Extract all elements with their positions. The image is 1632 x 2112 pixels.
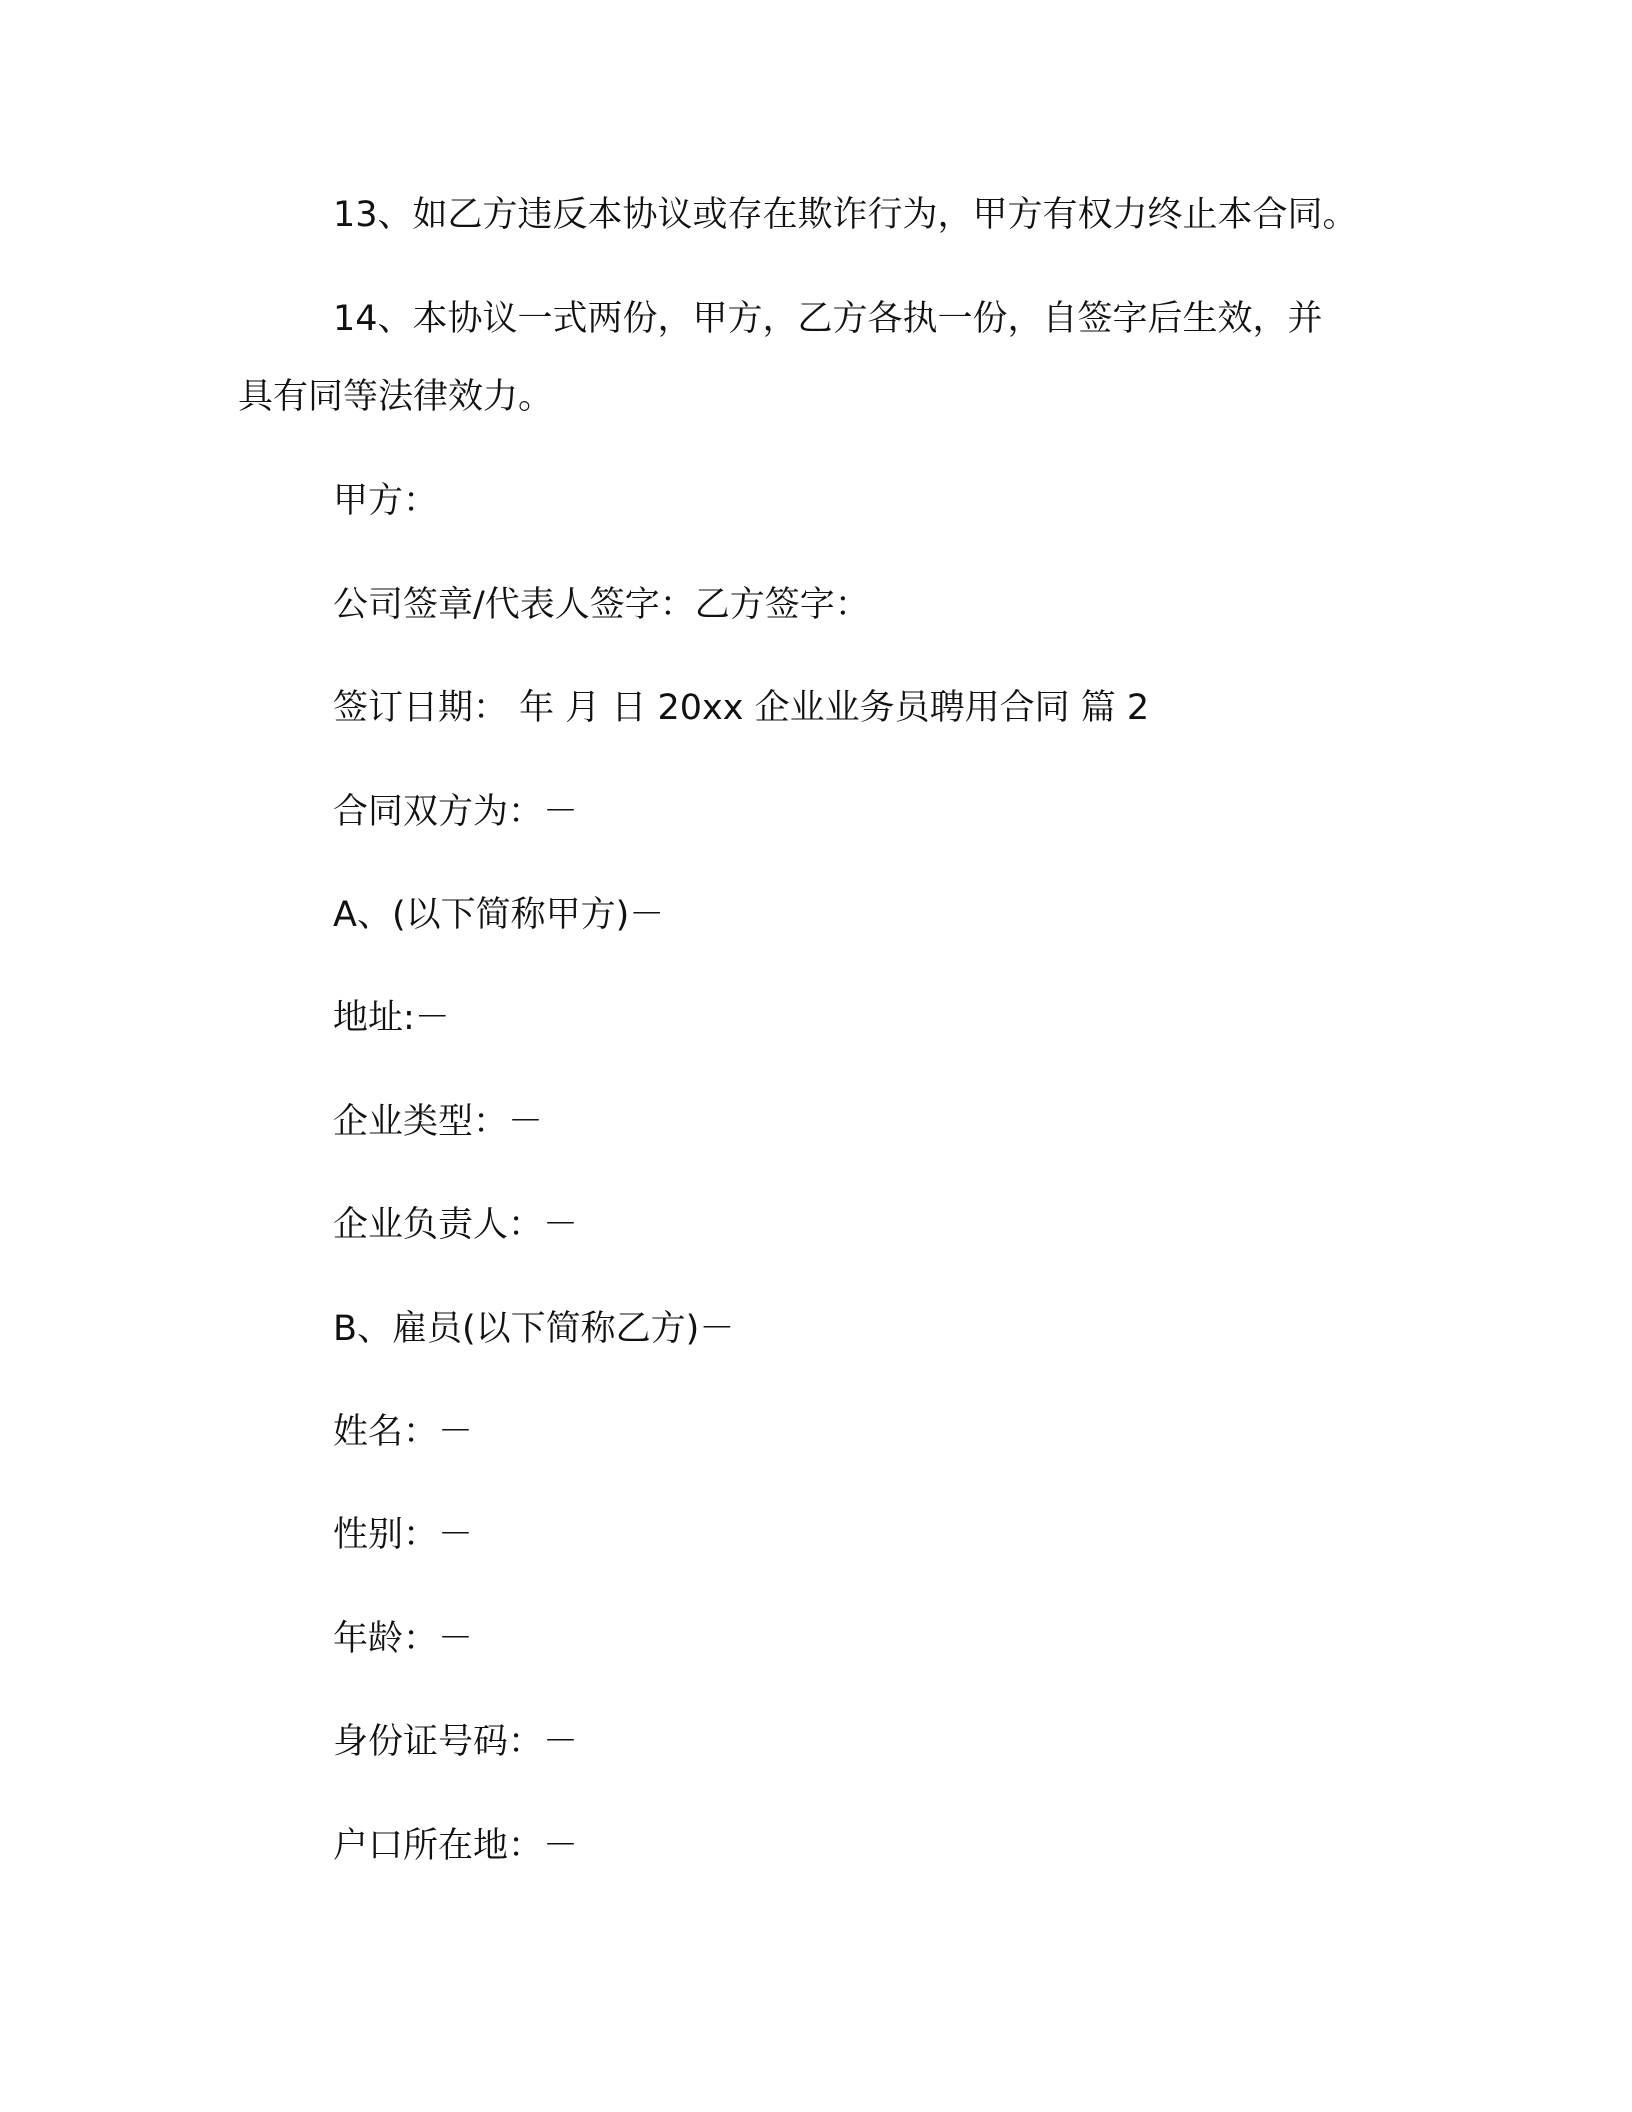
clause-13: 13、如乙方违反本协议或存在欺诈行为，甲方有权力终止本合同。 bbox=[333, 195, 1358, 235]
company-type-field: 企业类型：－ bbox=[333, 1102, 544, 1142]
signing-date-line: 签订日期： 年 月 日 20xx 企业业务员聘用合同 篇 2 bbox=[333, 688, 1150, 728]
household-registration-field: 户口所在地：－ bbox=[333, 1826, 579, 1866]
party-b-heading: B、雇员(以下简称乙方)－ bbox=[333, 1309, 735, 1349]
party-a-line: 甲方： bbox=[333, 481, 439, 521]
party-a-heading: A、(以下简称甲方)－ bbox=[333, 895, 665, 935]
address-field: 地址:－ bbox=[333, 998, 450, 1038]
gender-field: 性别：－ bbox=[333, 1515, 474, 1555]
age-field: 年龄：－ bbox=[333, 1619, 474, 1659]
id-number-field: 身份证号码：－ bbox=[333, 1722, 579, 1762]
name-field: 姓名：－ bbox=[333, 1412, 474, 1452]
clause-14-line-2: 具有同等法律效力。 bbox=[238, 377, 554, 417]
signature-line: 公司签章/代表人签字：乙方签字： bbox=[333, 585, 870, 625]
clause-14-line-1: 14、本协议一式两份，甲方，乙方各执一份，自签字后生效，并 bbox=[333, 299, 1323, 339]
company-head-field: 企业负责人：－ bbox=[333, 1205, 579, 1245]
contract-parties-line: 合同双方为：－ bbox=[333, 792, 579, 832]
